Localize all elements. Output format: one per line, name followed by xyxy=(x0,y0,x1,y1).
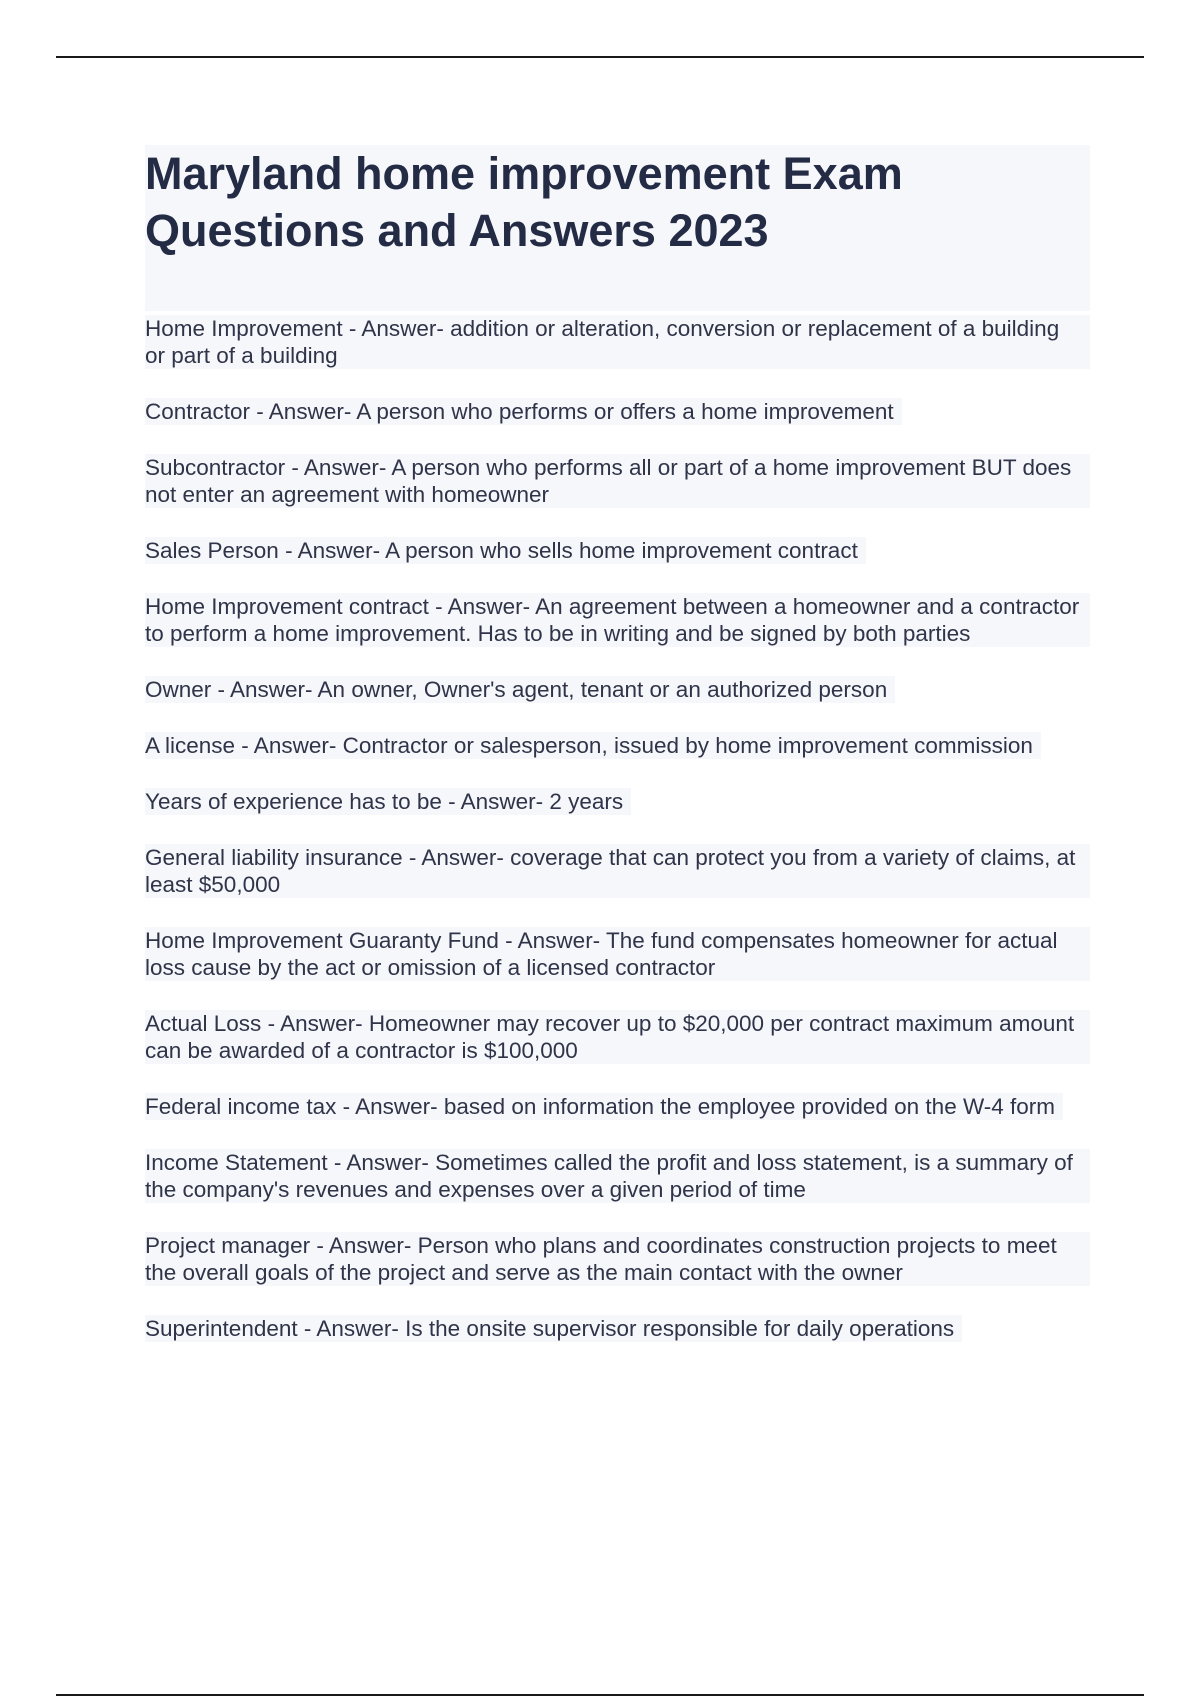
qa-list xyxy=(145,315,1090,1371)
qa-entry: Sales Person - Answer- A person who sells home improvement contract xyxy=(145,537,866,564)
qa-entry: Superintendent - Answer- Is the onsite supervisor responsible for daily operations xyxy=(145,1315,962,1342)
qa-entry: Subcontractor - Answer- A person who performs all or part of a home improvement BUT does not enter an agreement with homeowner xyxy=(145,454,1090,508)
qa-entry: Owner - Answer- An owner, Owner's agent, tenant or an authorized person xyxy=(145,676,895,703)
qa-entry: Income Statement - Answer- Sometimes called the profit and loss statement, is a summary of the company's revenues and expenses over a given period of time xyxy=(145,1149,1090,1203)
qa-entry: Contractor - Answer- A person who performs or offers a home improvement xyxy=(145,398,902,425)
qa-entry: Home Improvement contract - Answer- An agreement between a homeowner and a contractor to perform a home improvement. Has to be in writing and be signed by both parties xyxy=(145,593,1090,647)
qa-entry: Home Improvement Guaranty Fund - Answer- The fund compensates homeowner for actual loss cause by the act or omission of a licensed contractor xyxy=(145,927,1090,981)
qa-entry: General liability insurance - Answer- coverage that can protect you from a variety of claims, at least $50,000 xyxy=(145,844,1090,898)
title-block xyxy=(145,145,1090,311)
qa-entry: Years of experience has to be - Answer- 2 years xyxy=(145,788,631,815)
qa-entry: Actual Loss - Answer- Homeowner may recover up to $20,000 per contract maximum amount can be awarded of a contractor is $100,000 xyxy=(145,1010,1090,1064)
qa-entry: Project manager - Answer- Person who plans and coordinates construction projects to meet the overall goals of the project and serve as the main contact with the owner xyxy=(145,1232,1090,1286)
document-title: Maryland home improvement Exam Questions and Answers 2023 xyxy=(145,148,903,256)
top-rule xyxy=(56,56,1144,58)
qa-entry: Home Improvement - Answer- addition or alteration, conversion or replacement of a building or part of a building xyxy=(145,315,1090,369)
qa-entry: Federal income tax - Answer- based on information the employee provided on the W-4 form xyxy=(145,1093,1063,1120)
bottom-rule xyxy=(56,1694,1144,1696)
qa-entry: A license - Answer- Contractor or salesperson, issued by home improvement commission xyxy=(145,732,1041,759)
document-body xyxy=(145,145,1090,1371)
